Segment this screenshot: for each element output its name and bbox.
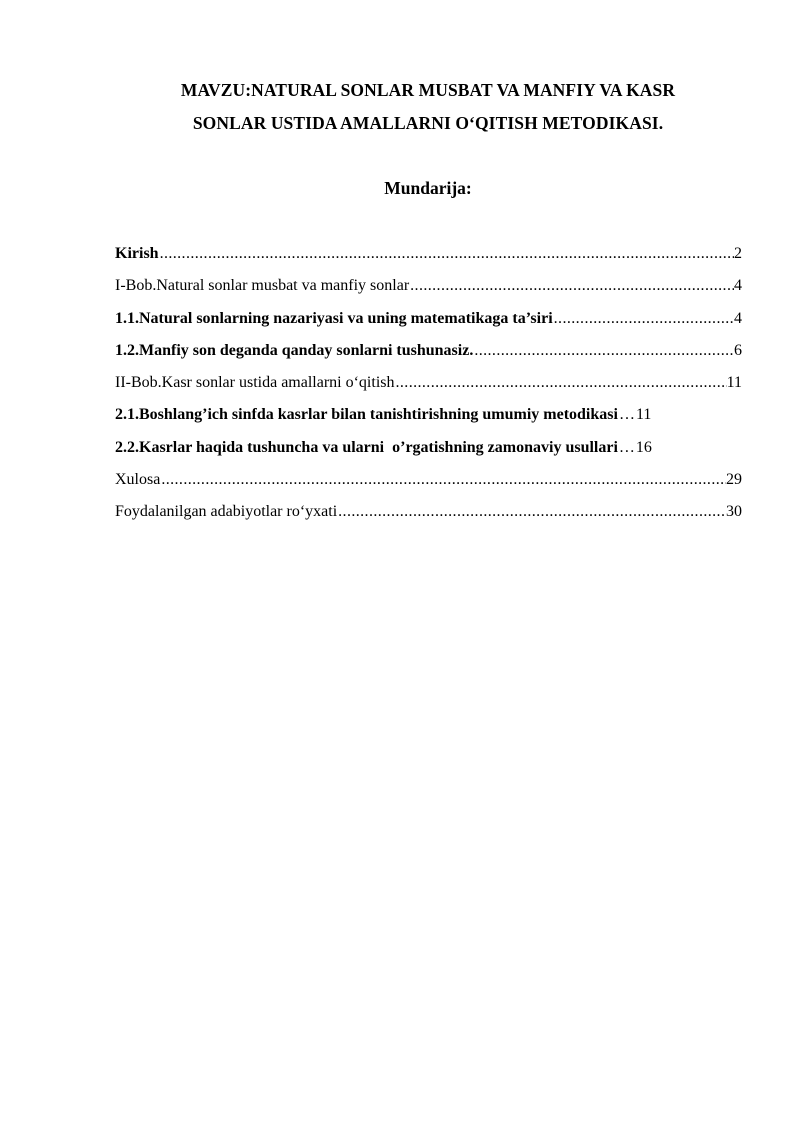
toc-entry-page: 4 <box>734 309 742 327</box>
toc-leader-dots <box>337 498 726 526</box>
toc-entry-page: 6 <box>734 341 742 359</box>
toc-entry-section-2-1 <box>115 401 742 433</box>
toc-entry-label: 1.2.Manfiy son deganda qanday sonlarni tushunasiz. <box>115 341 474 359</box>
table-of-contents-heading: Mundarija: <box>384 178 472 198</box>
toc-entry-page: 29 <box>726 471 742 489</box>
toc-entry-references <box>115 498 742 530</box>
toc-entry-label: 1.1.Natural sonlarning nazariyasi va uning matematikaga ta’siri <box>115 309 553 327</box>
toc-entry-label: Kirish <box>115 245 159 262</box>
toc-entry-kirish <box>115 240 742 272</box>
toc-entry-label: Xulosa <box>115 471 161 489</box>
toc-entry-label: 2.1.Boshlang’ich sinfda kasrlar bilan tanishtirishning umumiy metodikasi <box>115 406 618 424</box>
toc-leader-dots <box>159 240 734 268</box>
toc-leader-dots <box>553 305 734 333</box>
document-title <box>100 74 756 140</box>
toc-entry-section-2-2 <box>115 434 742 466</box>
toc-entry-label: Foydalanilgan adabiyotlar ro‘yxati <box>115 503 338 521</box>
toc-entry-section-1-2 <box>115 337 742 369</box>
toc-entry-page: 11 <box>726 374 742 392</box>
toc-entry-section-1-1 <box>115 305 742 337</box>
toc-leader-dots <box>409 272 734 300</box>
toc-leader-dots <box>618 434 636 462</box>
toc-entry-page: 11 <box>635 406 652 424</box>
toc-entry-page: 2 <box>734 245 742 262</box>
toc-leader-dots <box>160 466 726 494</box>
toc-entry-page: 30 <box>726 503 742 521</box>
toc-entry-label: 2.2.Kasrlar haqida tushuncha va ularni o’rgatishning zamonaviy usullari <box>115 438 618 456</box>
toc-entry-xulosa <box>115 466 742 498</box>
toc-entry-page: 4 <box>734 277 742 295</box>
table-of-contents <box>115 240 742 531</box>
document-title-line-2: SONLAR USTIDA AMALLARNI O‘QITISH METODIKASI. <box>192 113 664 133</box>
toc-entry-chapter-1 <box>115 272 742 304</box>
toc-entry-label: II-Bob.Kasr sonlar ustida amallarni o‘qitish <box>115 374 395 392</box>
toc-entry-page: 16 <box>635 438 652 456</box>
toc-entry-chapter-2 <box>115 369 742 401</box>
toc-leader-dots <box>618 401 636 429</box>
toc-leader-dots <box>395 369 727 397</box>
toc-entry-label: I-Bob.Natural sonlar musbat va manfiy sonlar <box>115 277 410 295</box>
toc-leader-dots <box>473 337 734 365</box>
document-title-line-1: MAVZU:NATURAL SONLAR MUSBAT VA MANFIY VA KASR <box>180 80 676 100</box>
